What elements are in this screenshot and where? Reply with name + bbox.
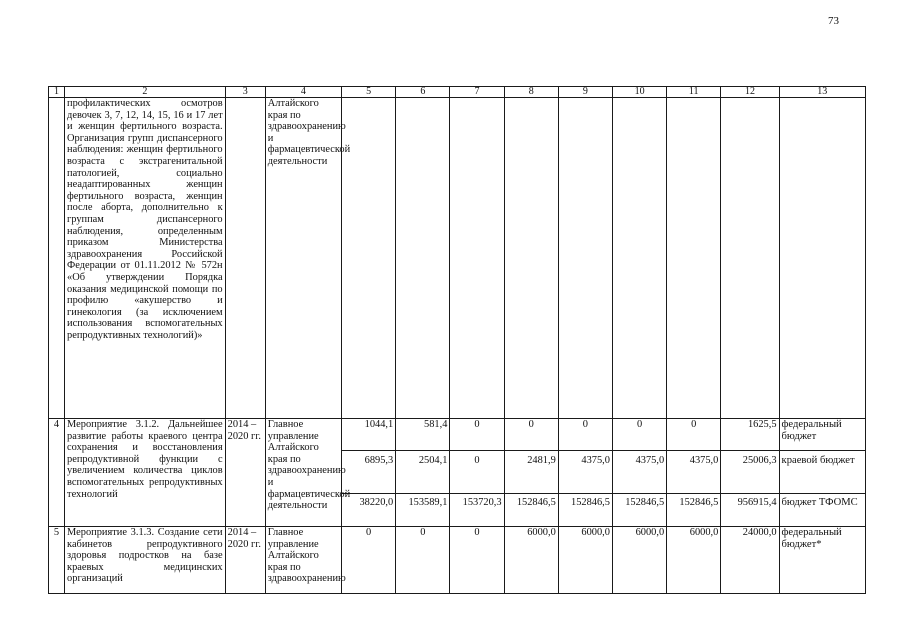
measure-description: Мероприятие 3.1.2. Дальнейшее развитие работы краевого центра сохранения и восстановления репродуктивной функции с увеличением количества циклов вспомогательных репродуктивных технологий bbox=[65, 419, 226, 527]
total-cell: 1625,5 bbox=[721, 419, 779, 451]
value-cell: 153720,3 bbox=[450, 494, 504, 527]
col-header-7: 7 bbox=[450, 87, 504, 98]
cell-empty bbox=[667, 98, 721, 419]
value-cell: 1044,1 bbox=[342, 419, 396, 451]
row-number: 4 bbox=[49, 419, 65, 527]
cell-empty bbox=[612, 98, 666, 419]
table-row bbox=[49, 419, 866, 451]
value-cell: 6000,0 bbox=[558, 527, 612, 594]
value-cell: 0 bbox=[450, 451, 504, 494]
col-header-6: 6 bbox=[396, 87, 450, 98]
value-cell: 153589,1 bbox=[396, 494, 450, 527]
funding-source: федеральный бюджет bbox=[779, 419, 865, 451]
value-cell: 0 bbox=[612, 419, 666, 451]
total-cell: 25006,3 bbox=[721, 451, 779, 494]
col-header-2: 2 bbox=[65, 87, 226, 98]
cell-empty bbox=[558, 98, 612, 419]
funding-source: бюджет ТФОМС bbox=[779, 494, 865, 527]
value-cell: 0 bbox=[558, 419, 612, 451]
col-header-9: 9 bbox=[558, 87, 612, 98]
measure-description: Мероприятие 3.1.3. Создание сети кабинетов репродуктивного здоровья подростков на базе краевых медицинских организаций bbox=[65, 527, 226, 594]
value-cell: 38220,0 bbox=[342, 494, 396, 527]
continued-description: профилактических осмотров девочек 3, 7, 12, 14, 15, 16 и 17 лет и женщин фертильного возраста. Организация групп диспансерного наблюдения: женщин фертильного возраста с экстрагенитальной патологией, социально неадаптированных женщин фертильного возраста, женщин после аборта, дополнительно к группам диспансерного наблюдения, определенным приказом Министерства здравоохранения Российской Федерации от 01.11.2012 № 572н «Об утверждении Порядка оказания медицинской помощи по профилю «акушерство и гинекология (за исключением использования вспомогательных репродуктивных технологий)» bbox=[65, 98, 226, 419]
budget-table bbox=[48, 86, 866, 594]
funding-source: краевой бюджет bbox=[779, 451, 865, 494]
continued-row bbox=[49, 98, 866, 419]
funding-source: федеральный бюджет* bbox=[779, 527, 865, 594]
value-cell: 152846,5 bbox=[667, 494, 721, 527]
cell-empty bbox=[450, 98, 504, 419]
col-header-8: 8 bbox=[504, 87, 558, 98]
value-cell: 6000,0 bbox=[667, 527, 721, 594]
value-cell: 152846,5 bbox=[504, 494, 558, 527]
value-cell: 6000,0 bbox=[612, 527, 666, 594]
table-row bbox=[49, 527, 866, 594]
value-cell: 152846,5 bbox=[612, 494, 666, 527]
total-cell: 956915,4 bbox=[721, 494, 779, 527]
cell-empty bbox=[49, 98, 65, 419]
col-header-4: 4 bbox=[265, 87, 341, 98]
col-header-13: 13 bbox=[779, 87, 865, 98]
value-cell: 0 bbox=[450, 419, 504, 451]
executor: Главное управление Алтайского края по здравоохранению bbox=[265, 527, 341, 594]
col-header-11: 11 bbox=[667, 87, 721, 98]
value-cell: 0 bbox=[396, 527, 450, 594]
continued-executor: Алтайского края по здравоохранению и фармацевтической деятельности bbox=[265, 98, 341, 419]
cell-empty bbox=[396, 98, 450, 419]
value-cell: 4375,0 bbox=[667, 451, 721, 494]
cell-empty bbox=[225, 98, 265, 419]
value-cell: 0 bbox=[504, 419, 558, 451]
total-cell: 24000,0 bbox=[721, 527, 779, 594]
value-cell: 0 bbox=[450, 527, 504, 594]
cell-empty bbox=[721, 98, 779, 419]
value-cell: 6000,0 bbox=[504, 527, 558, 594]
value-cell: 2481,9 bbox=[504, 451, 558, 494]
period: 2014 – 2020 гг. bbox=[225, 419, 265, 527]
period: 2014 – 2020 гг. bbox=[225, 527, 265, 594]
column-number-row bbox=[49, 87, 866, 98]
value-cell: 4375,0 bbox=[612, 451, 666, 494]
cell-empty bbox=[779, 98, 865, 419]
page-number: 73 bbox=[828, 15, 839, 27]
value-cell: 0 bbox=[667, 419, 721, 451]
executor: Главное управление Алтайского края по здравоохранению и фармацевтической деятельности bbox=[265, 419, 341, 527]
value-cell: 6895,3 bbox=[342, 451, 396, 494]
value-cell: 581,4 bbox=[396, 419, 450, 451]
col-header-3: 3 bbox=[225, 87, 265, 98]
row-number: 5 bbox=[49, 527, 65, 594]
value-cell: 2504,1 bbox=[396, 451, 450, 494]
col-header-1: 1 bbox=[49, 87, 65, 98]
cell-empty bbox=[504, 98, 558, 419]
value-cell: 0 bbox=[342, 527, 396, 594]
value-cell: 152846,5 bbox=[558, 494, 612, 527]
col-header-10: 10 bbox=[612, 87, 666, 98]
col-header-5: 5 bbox=[342, 87, 396, 98]
value-cell: 4375,0 bbox=[558, 451, 612, 494]
col-header-12: 12 bbox=[721, 87, 779, 98]
